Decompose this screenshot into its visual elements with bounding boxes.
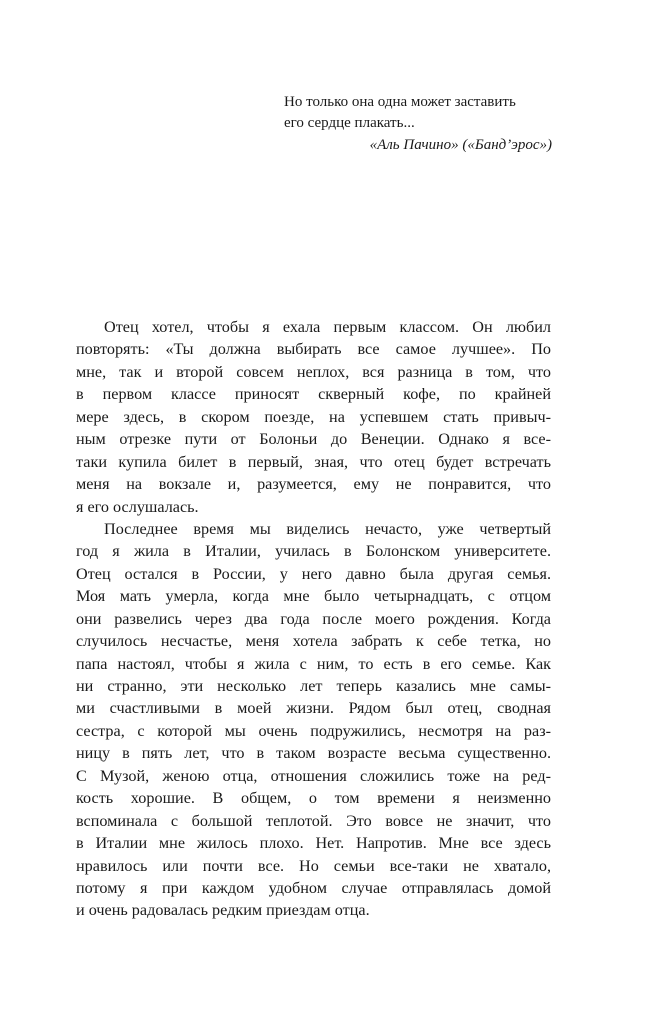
epigraph-line: Но только она одна может заставить	[284, 94, 516, 110]
text-line: ми счастливыми в моей жизни. Рядом был отец, сводная	[76, 699, 551, 718]
text-line: Отец остался в России, у него давно была другая семья.	[76, 564, 551, 583]
text-line: Моя мать умерла, когда мне было четырнадцать, с отцом	[76, 587, 551, 606]
text-line: ницу в пять лет, что в таком возрасте весьма существенно.	[76, 744, 551, 763]
text-line: я его ослушалась.	[76, 497, 199, 516]
text-line: год я жила в Италии, училась в Болонском университете.	[76, 542, 551, 561]
text-line: в первом классе приносят скверный кофе, по крайней	[76, 385, 551, 404]
text-line: они развелись через два года после моего рождения. Когда	[76, 609, 551, 628]
text-line: ни странно, эти несколько лет теперь казались мне самы-	[76, 677, 551, 695]
text-line: вспоминала с большой теплотой. Это вовсе не значит, что	[76, 811, 551, 830]
text-line: мне, так и второй совсем неплох, вся разница в том, что	[76, 362, 551, 381]
text-line: мере здесь, в скором поезде, на успевшем стать привыч-	[76, 407, 551, 426]
text-line: кость хорошие. В общем, о том времени я неизменно	[76, 789, 551, 808]
epigraph	[284, 92, 564, 156]
epigraph-line: его сердце плакать...	[284, 115, 415, 131]
text-line: нравилось или почти все. Но семьи все-таки не хватало,	[76, 856, 551, 875]
body-text	[76, 316, 551, 922]
text-line: меня на вокзале и, разумеется, ему не понравится, что	[76, 475, 551, 494]
paragraph	[76, 518, 551, 922]
epigraph-source: «Аль Пачино» («Банд’эрос»)	[369, 137, 552, 153]
text-line: С Музой, женою отца, отношения сложились тоже на ред-	[76, 766, 551, 785]
text-line: потому я при каждом удобном случае отправлялась домой	[76, 878, 551, 897]
text-line: таки купила билет в первый, зная, что отец будет встречать	[76, 452, 551, 471]
text-line: папа настоял, чтобы я жила с ним, то есть в его семье. Как	[76, 654, 551, 673]
text-line: ным отрезке пути от Болоньи до Венеции. Однако я все-	[76, 430, 551, 449]
text-line: в Италии мне жилось плохо. Нет. Напротив. Мне все здесь	[76, 834, 551, 853]
text-line: случилось несчастье, меня хотела забрать к себе тетка, но	[76, 632, 551, 651]
paragraph	[76, 316, 551, 518]
text-line: повторять: «Ты должна выбирать все самое лучшее». По	[76, 340, 551, 359]
text-line: сестра, с которой мы очень подружились, несмотря на раз-	[76, 721, 551, 740]
text-line: и очень радовалась редким приездам отца.	[76, 901, 370, 920]
text-line: Отец хотел, чтобы я ехала первым классом. Он любил	[104, 318, 551, 336]
text-line: Последнее время мы виделись нечасто, уже четвертый	[104, 519, 551, 538]
